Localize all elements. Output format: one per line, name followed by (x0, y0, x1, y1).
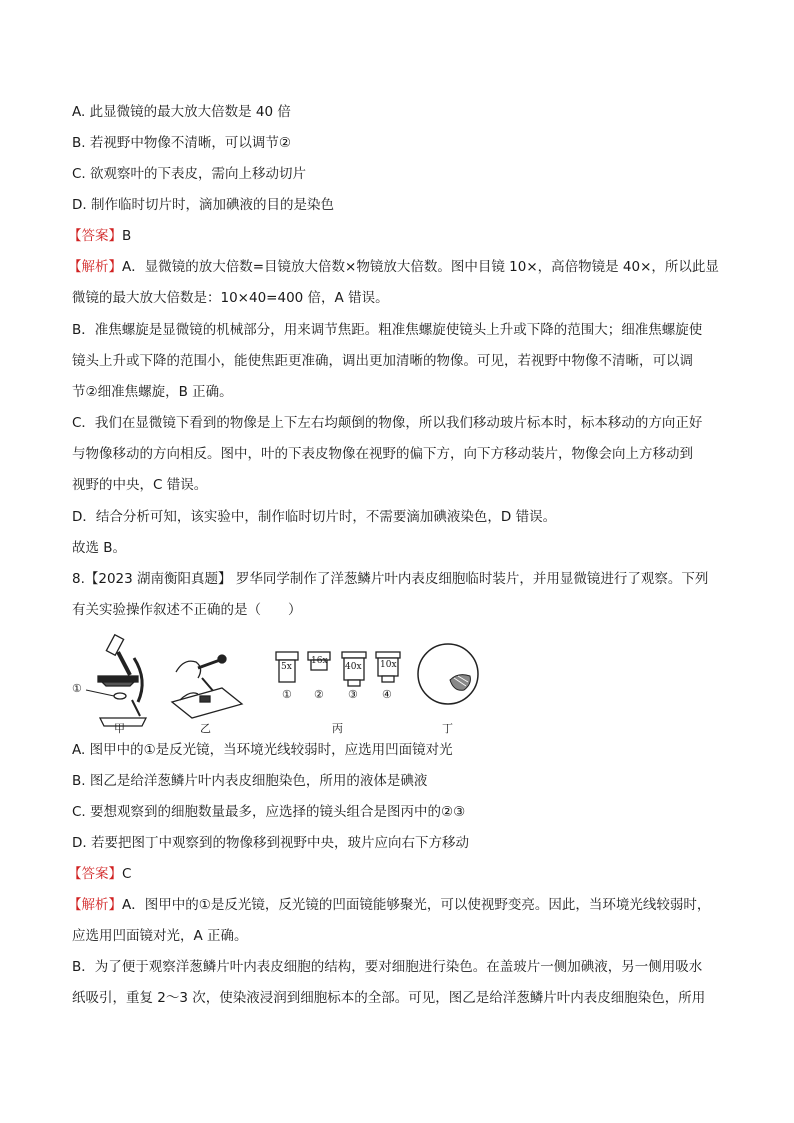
q7-answer (68, 226, 131, 246)
q8-answer-value: C (122, 866, 132, 882)
lens-label: 16x (311, 656, 328, 666)
q8-analysis-line: 【解析】A．图甲中的①是反光镜，反光镜的凹面镜能够聚光，可以使视野变亮。因此，当环境光线较弱时， (68, 897, 711, 913)
q7-analysis-line: 与物像移动的方向相反。图中，叶的下表皮物像在视野的偏下方，向下方移动装片，物像会向上方移动到 (72, 446, 693, 462)
q7-option-d: D. 制作临时切片时，滴加碘液的目的是染色 (72, 197, 334, 213)
q8-option-b: B. 图乙是给洋葱鳞片叶内表皮细胞染色，所用的液体是碘液 (72, 773, 428, 789)
q7-answer-label: 【答案】 (68, 228, 122, 244)
q7-analysis-line: D．结合分析可知，该实验中，制作临时切片时，不需要滴加碘液染色，D 错误。 (72, 509, 557, 525)
microscope-illustration (86, 635, 146, 726)
q8-analysis-line: 应选用凹面镜对光，A 正确。 (72, 928, 248, 944)
lens-label: 10x (380, 660, 397, 670)
q8-stem: 有关实验操作叙述不正确的是（ ） (72, 602, 302, 618)
q8-analysis-line: 纸吸引，重复 2～3 次，使染液浸润到细胞标本的全部。可见，图乙是给洋葱鳞片叶内表皮细胞染色，所用 (72, 990, 706, 1006)
q8-answer-label: 【答案】 (68, 866, 122, 882)
dropper-slide-illustration (172, 655, 242, 718)
q7-analysis-line: C．我们在显微镜下看到的物像是上下左右均颠倒的物像，所以我们移动玻片标本时，标本移动的方向正好 (72, 415, 703, 431)
lens-label: 40x (345, 662, 362, 672)
lens-number: ② (314, 688, 324, 701)
q7-analysis-line: 视野的中央，C 错误。 (72, 477, 208, 493)
q7-option-b: B. 若视野中物像不清晰，可以调节② (72, 135, 291, 151)
field-of-view-illustration (418, 644, 478, 704)
mirror-marker: ① (72, 682, 82, 695)
panel-label-ding: 丁 (442, 722, 453, 735)
q8-stem: 8.【2023 湖南衡阳真题】 罗华同学制作了洋葱鳞片叶内表皮细胞临时装片，并用显微镜进行了观察。下列 (72, 571, 709, 587)
lens-number: ④ (382, 688, 392, 701)
lens-number: ③ (348, 688, 358, 701)
q8-analysis-line: B．为了便于观察洋葱鳞片叶内表皮细胞的结构，要对细胞进行染色。在盖玻片一侧加碘液，另一侧用吸水 (72, 959, 703, 975)
lens-number: ① (282, 688, 292, 701)
q8-option-c: C. 要想观察到的细胞数量最多，应选择的镜头组合是图丙中的②③ (72, 804, 466, 820)
q8-answer (68, 864, 131, 884)
q7-analysis-label: 【解析】 (68, 259, 122, 275)
q8-analysis-label: 【解析】 (68, 897, 122, 913)
q7-analysis-line: 微镜的最大放大倍数是：10×40=400 倍，A 错误。 (72, 290, 389, 306)
q7-analysis-line: B．准焦螺旋是显微镜的机械部分，用来调节焦距。粗准焦螺旋使镜头上升或下降的范围大；细准焦螺旋使 (72, 322, 703, 338)
panel-label-yi: 乙 (200, 722, 211, 735)
panel-label-jia: 甲 (114, 722, 125, 735)
q7-analysis-line: 节②细准焦螺旋，B 正确。 (72, 384, 233, 400)
q8-option-d: D. 若要把图丁中观察到的物像移到视野中央，玻片应向右下方移动 (72, 835, 469, 851)
q7-option-c: C. 欲观察叶的下表皮，需向上移动切片 (72, 166, 307, 182)
q7-option-a: A. 此显微镜的最大放大倍数是 40 倍 (72, 104, 291, 120)
q7-analysis-line: 【解析】A．显微镜的放大倍数=目镜放大倍数×物镜放大倍数。图中目镜 10×，高倍物镜是 40×，所以此显 (68, 259, 719, 275)
q8-figure (72, 630, 512, 740)
q7-analysis-line: 故选 B。 (72, 540, 127, 556)
q8-option-a: A. 图甲中的①是反光镜，当环境光线较弱时，应选用凹面镜对光 (72, 742, 453, 758)
lens-label: 5x (281, 662, 292, 672)
panel-label-bing: 丙 (332, 722, 343, 735)
q7-analysis-line: 镜头上升或下降的范围小，能使焦距更准确，调出更加清晰的物像。可见，若视野中物像不清晰，可以调 (72, 353, 693, 369)
q7-answer-value: B (122, 228, 132, 244)
